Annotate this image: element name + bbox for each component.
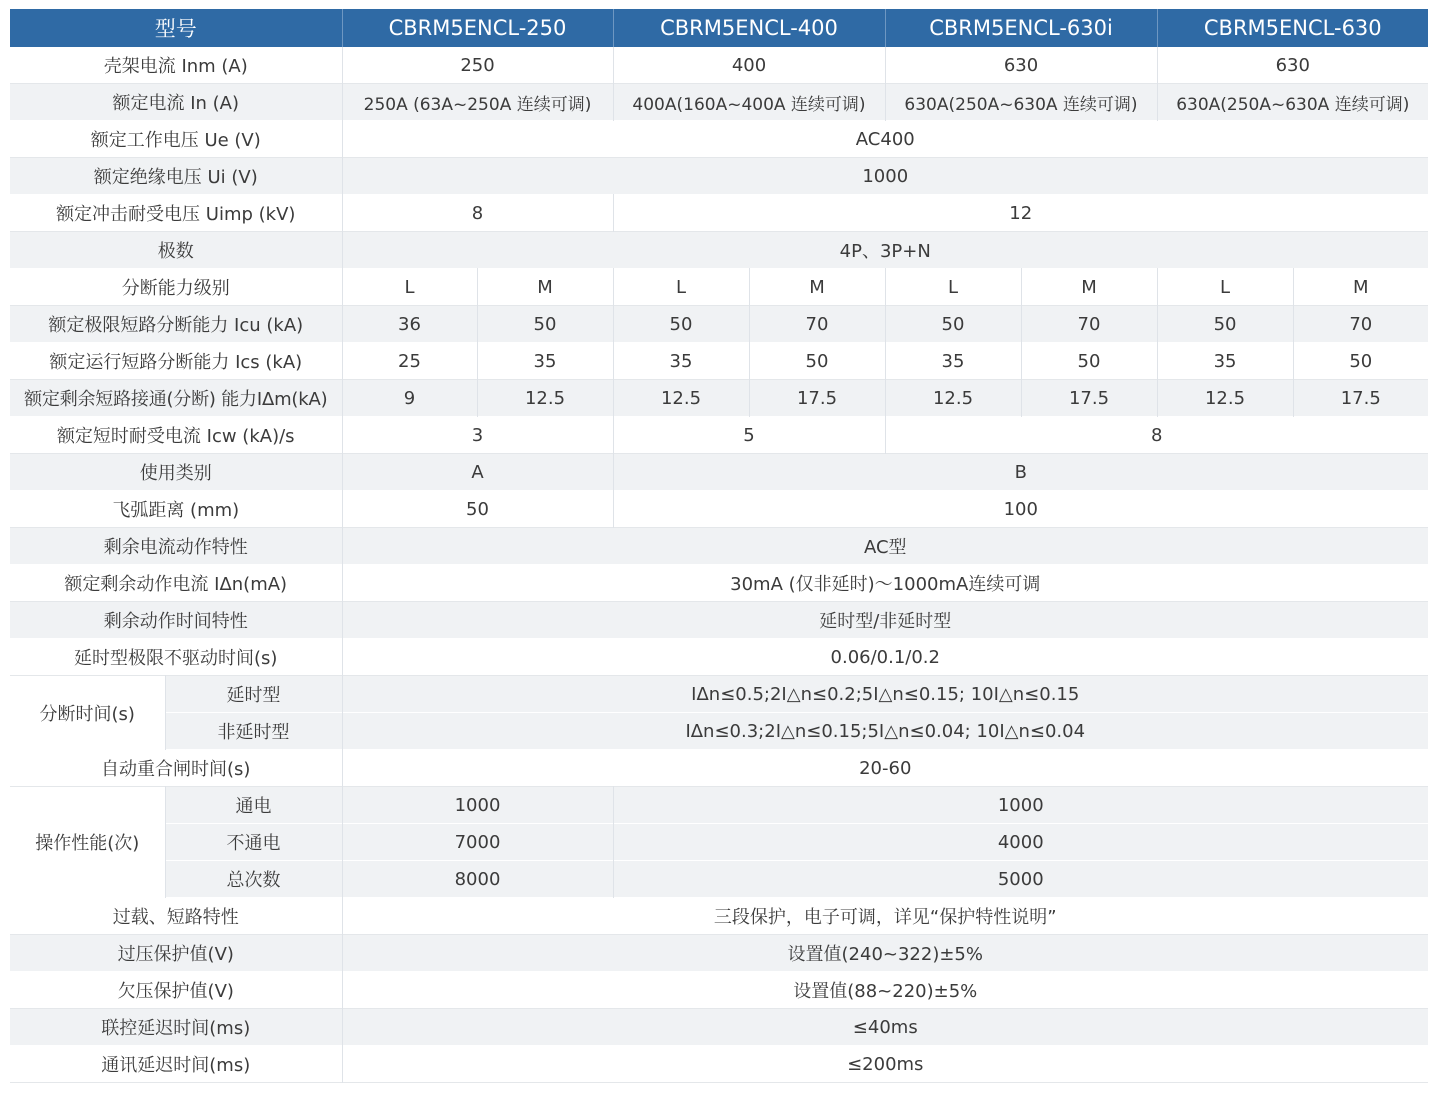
table-cell: 25 — [342, 343, 477, 380]
table-row — [10, 528, 1428, 565]
row-label: 通讯延迟时间(ms) — [10, 1046, 342, 1083]
sub-row-label: 延时型 — [165, 676, 342, 713]
table-row — [10, 1009, 1428, 1046]
table-cell: A — [342, 454, 613, 491]
table-cell: 12.5 — [1157, 380, 1293, 417]
row-label: 壳架电流 Inm (A) — [10, 47, 342, 84]
table-row — [10, 47, 1428, 84]
table-cell: L — [342, 269, 477, 306]
sub-row-label: 总次数 — [165, 861, 342, 898]
table-cell: 30mA (仅非延时)～1000mA连续可调 — [342, 565, 1428, 602]
table-cell: L — [613, 269, 749, 306]
table-cell: 4000 — [613, 824, 1428, 861]
table-cell: 5 — [613, 417, 885, 454]
table-row — [10, 565, 1428, 602]
table-cell: 8 — [342, 195, 613, 232]
model-header: CBRM5ENCL-250 — [342, 9, 613, 47]
table-cell: 4P、3P+N — [342, 232, 1428, 269]
table-row — [10, 676, 1428, 713]
table-row — [10, 824, 1428, 861]
table-cell: 9 — [342, 380, 477, 417]
row-label: 额定运行短路分断能力 Ics (kA) — [10, 343, 342, 380]
row-label: 剩余电流动作特性 — [10, 528, 342, 565]
table-cell: 1000 — [613, 787, 1428, 824]
table-cell: 0.06/0.1/0.2 — [342, 639, 1428, 676]
table-cell: 50 — [613, 306, 749, 343]
table-row — [10, 121, 1428, 158]
table-cell: 630 — [1157, 47, 1428, 84]
table-cell: IΔn≤0.5;2I△n≤0.2;5I△n≤0.15; 10I△n≤0.15 — [342, 676, 1428, 713]
table-cell: 630 — [885, 47, 1157, 84]
table-cell: 35 — [477, 343, 613, 380]
model-header: CBRM5ENCL-630 — [1157, 9, 1428, 47]
row-label: 分断能力级别 — [10, 269, 342, 306]
table-row — [10, 972, 1428, 1009]
table-cell: 50 — [1021, 343, 1157, 380]
row-label: 过载、短路特性 — [10, 898, 342, 935]
table-row — [10, 84, 1428, 121]
table-row — [10, 417, 1428, 454]
table-row — [10, 269, 1428, 306]
table-cell: 设置值(240~322)±5% — [342, 935, 1428, 972]
table-cell: 12.5 — [477, 380, 613, 417]
table-row — [10, 1046, 1428, 1083]
table-row — [10, 158, 1428, 195]
model-header-label: 型号 — [10, 9, 342, 47]
table-row — [10, 898, 1428, 935]
table-cell: ≤200ms — [342, 1046, 1428, 1083]
table-row — [10, 639, 1428, 676]
table-cell: AC型 — [342, 528, 1428, 565]
table-cell: 35 — [613, 343, 749, 380]
table-row — [10, 713, 1428, 750]
sub-row-label: 通电 — [165, 787, 342, 824]
row-label: 极数 — [10, 232, 342, 269]
table-cell: ≤40ms — [342, 1009, 1428, 1046]
table-cell: 12.5 — [885, 380, 1021, 417]
row-label: 过压保护值(V) — [10, 935, 342, 972]
table-cell: IΔn≤0.3;2I△n≤0.15;5I△n≤0.04; 10I△n≤0.04 — [342, 713, 1428, 750]
table-cell: 5000 — [613, 861, 1428, 898]
table-row — [10, 454, 1428, 491]
row-label: 剩余动作时间特性 — [10, 602, 342, 639]
table-cell: 70 — [1293, 306, 1428, 343]
table-cell: 50 — [1157, 306, 1293, 343]
table-cell: 17.5 — [749, 380, 885, 417]
table-cell: M — [477, 269, 613, 306]
row-label: 延时型极限不驱动时间(s) — [10, 639, 342, 676]
row-label: 使用类别 — [10, 454, 342, 491]
row-label: 额定绝缘电压 Ui (V) — [10, 158, 342, 195]
header-row — [10, 9, 1428, 47]
table-row — [10, 343, 1428, 380]
row-label: 额定电流 In (A) — [10, 84, 342, 121]
row-label: 额定工作电压 Ue (V) — [10, 121, 342, 158]
model-header: CBRM5ENCL-400 — [613, 9, 885, 47]
table-cell: B — [613, 454, 1428, 491]
table-cell: 50 — [477, 306, 613, 343]
table-cell: M — [749, 269, 885, 306]
model-header: CBRM5ENCL-630i — [885, 9, 1157, 47]
table-cell: 12 — [613, 195, 1428, 232]
sub-row-label: 非延时型 — [165, 713, 342, 750]
table-cell: 70 — [1021, 306, 1157, 343]
table-cell: 100 — [613, 491, 1428, 528]
row-label: 联控延迟时间(ms) — [10, 1009, 342, 1046]
row-label: 自动重合闸时间(s) — [10, 750, 342, 787]
row-label: 欠压保护值(V) — [10, 972, 342, 1009]
row-label: 飞弧距离 (mm) — [10, 491, 342, 528]
table-cell: 20-60 — [342, 750, 1428, 787]
table-cell: M — [1021, 269, 1157, 306]
sub-row-label: 不通电 — [165, 824, 342, 861]
table-cell: 35 — [1157, 343, 1293, 380]
table-cell: 8000 — [342, 861, 613, 898]
table-cell: 70 — [749, 306, 885, 343]
table-cell: 50 — [749, 343, 885, 380]
row-label: 额定短时耐受电流 Icw (kA)/s — [10, 417, 342, 454]
table-cell: 50 — [1293, 343, 1428, 380]
table-cell: 7000 — [342, 824, 613, 861]
table-cell: 三段保护，电子可调，详见“保护特性说明” — [342, 898, 1428, 935]
table-row — [10, 232, 1428, 269]
table-cell: 17.5 — [1293, 380, 1428, 417]
row-label: 额定极限短路分断能力 Icu (kA) — [10, 306, 342, 343]
table-cell: 35 — [885, 343, 1021, 380]
table-row — [10, 306, 1428, 343]
table-cell: L — [1157, 269, 1293, 306]
table-row — [10, 491, 1428, 528]
table-row — [10, 750, 1428, 787]
table-cell: L — [885, 269, 1021, 306]
table-cell: 250A (63A~250A 连续可调) — [342, 84, 613, 121]
row-label: 额定剩余短路接通(分断) 能力IΔm(kA) — [10, 380, 342, 417]
table-cell: 50 — [342, 491, 613, 528]
table-cell: 8 — [885, 417, 1428, 454]
spec-table — [10, 9, 1428, 1083]
table-cell: 400 — [613, 47, 885, 84]
table-cell: 250 — [342, 47, 613, 84]
table-cell: 630A(250A~630A 连续可调) — [885, 84, 1157, 121]
table-cell: 36 — [342, 306, 477, 343]
table-cell: 设置值(88~220)±5% — [342, 972, 1428, 1009]
table-cell: 3 — [342, 417, 613, 454]
table-cell: 1000 — [342, 787, 613, 824]
table-cell: 17.5 — [1021, 380, 1157, 417]
row-label: 分断时间(s) — [10, 676, 165, 750]
table-cell: 1000 — [342, 158, 1428, 195]
table-cell: 延时型/非延时型 — [342, 602, 1428, 639]
table-row — [10, 935, 1428, 972]
table-row — [10, 787, 1428, 824]
row-label: 额定剩余动作电流 IΔn(mA) — [10, 565, 342, 602]
table-cell: 50 — [885, 306, 1021, 343]
row-label: 额定冲击耐受电压 Uimp (kV) — [10, 195, 342, 232]
table-cell: M — [1293, 269, 1428, 306]
table-cell: 400A(160A~400A 连续可调) — [613, 84, 885, 121]
table-cell: 12.5 — [613, 380, 749, 417]
table-cell: AC400 — [342, 121, 1428, 158]
table-row — [10, 195, 1428, 232]
row-label: 操作性能(次) — [10, 787, 165, 898]
table-cell: 630A(250A~630A 连续可调) — [1157, 84, 1428, 121]
table-row — [10, 380, 1428, 417]
table-row — [10, 861, 1428, 898]
table-row — [10, 602, 1428, 639]
